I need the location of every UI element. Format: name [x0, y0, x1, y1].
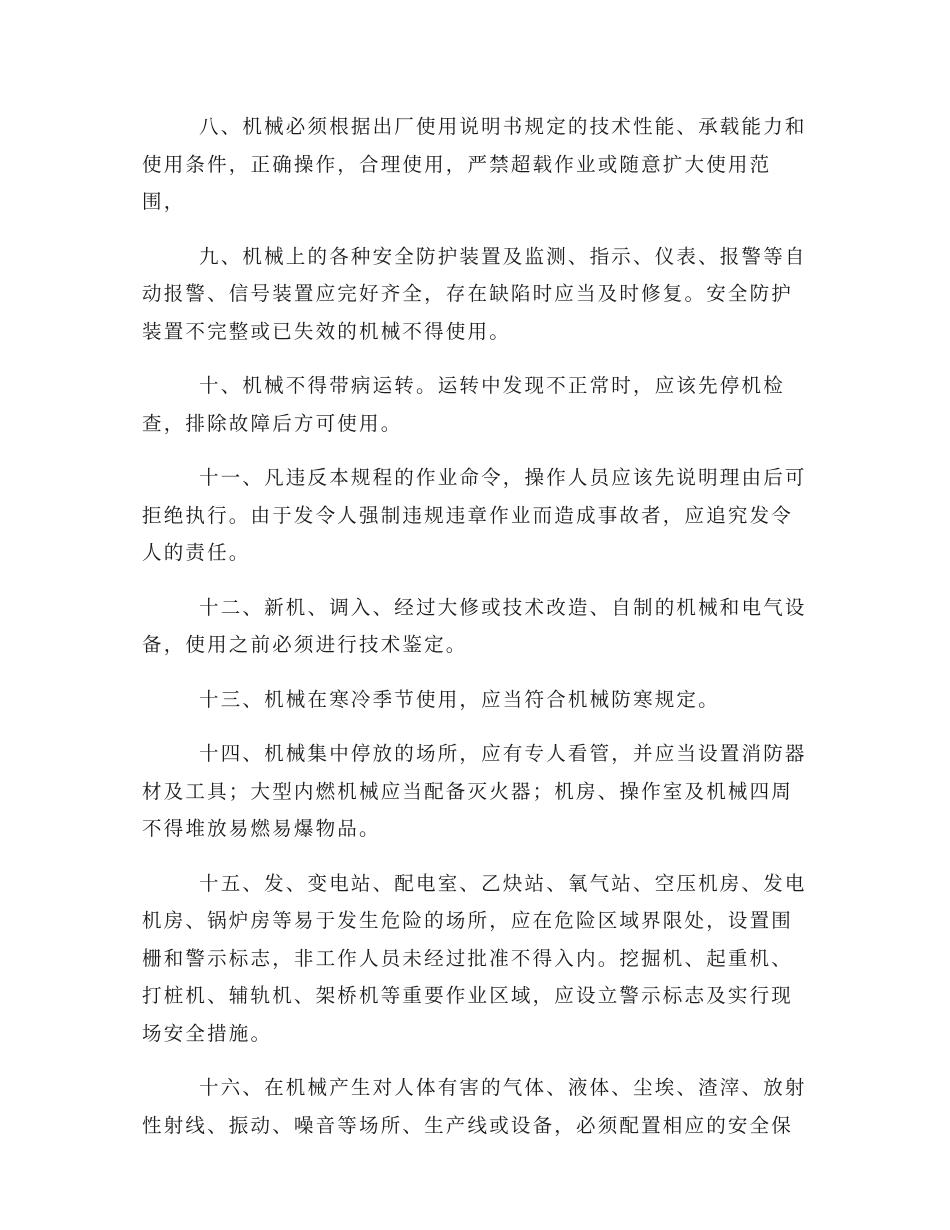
paragraph-12: [142, 589, 806, 664]
paragraph-line: 十三、机械在寒冷季节使用，应当符合机械防寒规定。: [199, 687, 720, 711]
paragraph-10: [142, 367, 806, 442]
paragraph-line: 不得堆放易燃易爆物品。: [142, 817, 381, 840]
paragraph-line: 打桩机、辅轨机、架桥机等重要作业区域，应设立警示标志及实行现: [142, 984, 794, 1007]
paragraph-line: 机房、锅炉房等易于发生危险的场所，应在危险区域界限处，设置围: [142, 909, 794, 932]
paragraph-line: 动报警、信号装置应完好齐全，存在缺陷时应当及时修复。安全防护: [142, 282, 794, 305]
paragraph-line: 性射线、振动、噪音等场所、生产线或设备，必须配置相应的安全保: [142, 1113, 794, 1137]
paragraph-line: 备，使用之前必须进行技术鉴定。: [142, 633, 468, 656]
paragraph-line: 十、机械不得带病运转。运转中发现不正常时，应该先停机检: [199, 374, 785, 397]
paragraph-line: 十一、凡违反本规程的作业命令，操作人员应该先说明理由后可: [199, 466, 807, 489]
paragraph-line: 查，排除故障后方可使用。: [142, 411, 403, 435]
paragraph-15: [142, 865, 806, 1053]
paragraph-line: 九、机械上的各种安全防护装置及监测、指示、仪表、报警等自: [199, 244, 807, 268]
paragraph-16: [142, 1069, 806, 1144]
paragraph-line: 围，: [142, 190, 186, 213]
paragraph-14: [142, 735, 806, 848]
paragraph-line: 八、机械必须根据出厂使用说明书规定的技术性能、承载能力和: [199, 115, 807, 138]
paragraph-line: 场安全措施。: [142, 1021, 273, 1045]
paragraph-line: 人的责任。: [142, 541, 251, 564]
paragraph-line: 装置不完整或已失效的机械不得使用。: [142, 319, 511, 343]
paragraph-line: 拒绝执行。由于发令人强制违规违章作业而造成事故者，应追究发令: [142, 503, 794, 527]
paragraph-line: 十四、机械集中停放的场所，应有专人看管，并应当设置消防器: [199, 742, 807, 765]
paragraph-11: [142, 459, 806, 572]
paragraph-line: 十五、发、变电站、配电室、乙炔站、氧气站、空压机房、发电: [199, 871, 807, 895]
paragraph-9: [142, 238, 806, 351]
document-body: [142, 108, 806, 1161]
paragraph-8: [142, 108, 806, 221]
paragraph-line: 十二、新机、调入、经过大修或技术改造、自制的机械和电气设: [199, 595, 807, 619]
paragraph-line: 栅和警示标志，非工作人员未经过批准不得入内。挖掘机、起重机、: [142, 946, 794, 970]
paragraph-line: 材及工具；大型内燃机械应当配备灭火器；机房、操作室及机械四周: [142, 779, 794, 803]
paragraph-line: 使用条件，正确操作，合理使用，严禁超载作业或随意扩大使用范: [142, 152, 772, 176]
paragraph-line: 十六、在机械产生对人体有害的气体、液体、尘埃、渣滓、放射: [199, 1076, 807, 1099]
paragraph-13: [142, 681, 806, 719]
